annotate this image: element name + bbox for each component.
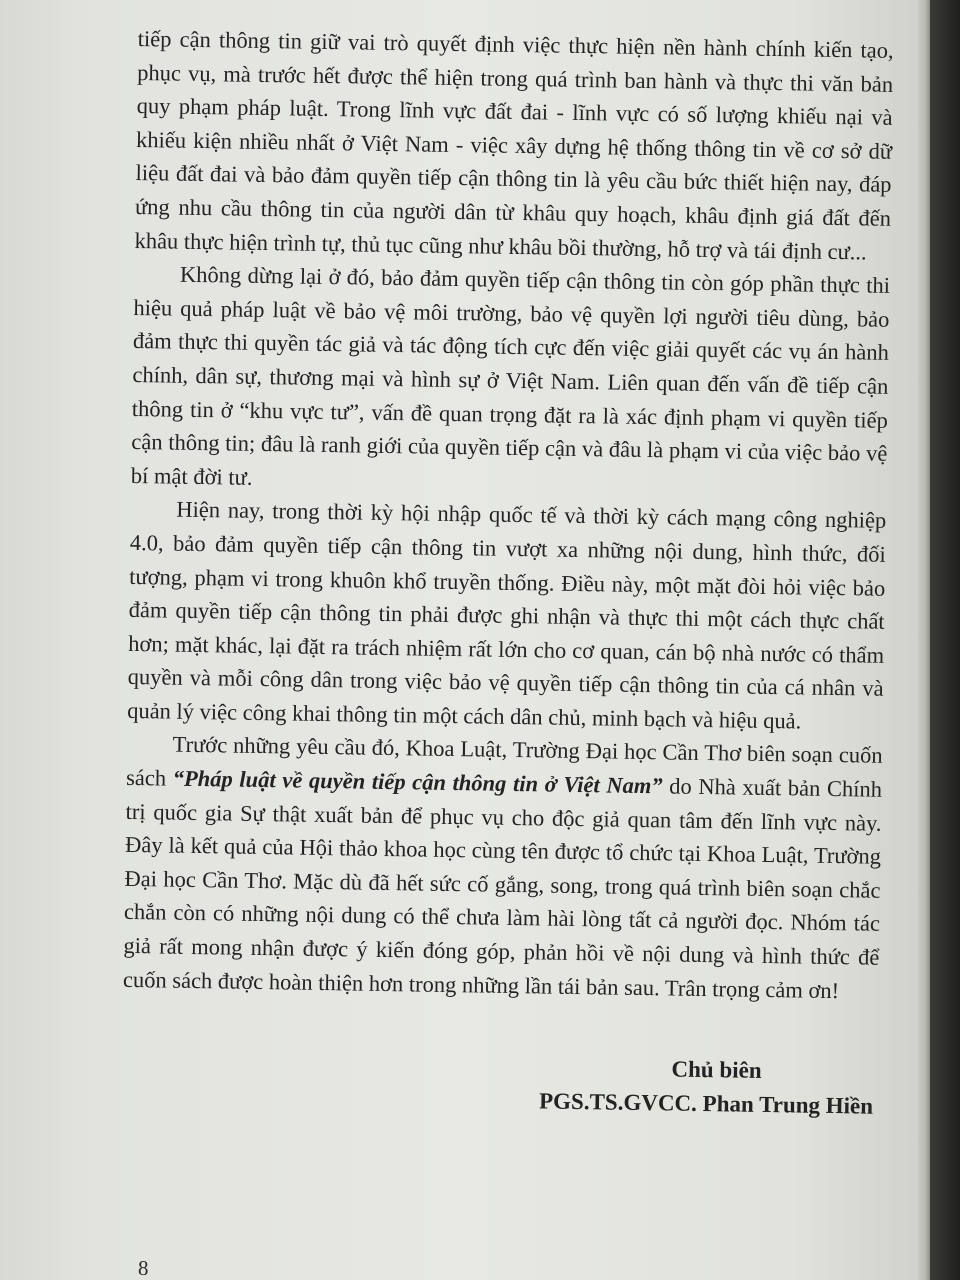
paragraph-2: Không dừng lại ở đó, bảo đảm quyền tiếp cận thông tin còn góp phần thực thi hiệu quả pháp luật về bảo vệ môi trường, bảo vệ quyền lợi người tiêu dùng, bảo đảm thực thi quyền tác giả và tác động tích cực đến việc giải quyết các vụ án hành chính, dân sự, thương mại và hình sự ở Việt Nam. Liên quan đến vấn đề tiếp cận thông tin ở “khu vực tư”, vấn đề quan trọng đặt ra là xác định phạm vi quyền tiếp cận thông tin; đâu là ranh giới của quyền tiếp cận và đâu là phạm vi của việc bảo vệ bí mật đời tư. — [130, 261, 891, 490]
paragraph-4 — [123, 727, 883, 1008]
book-title: “Pháp luật về quyền tiếp cận thông tin ở Việt Nam” — [172, 765, 663, 799]
paragraph-1: tiếp cận thông tin giữ vai trò quyết định việc thực hiện nền hành chính kiến tạo, phục vụ, mà trước hết được thể hiện trong quá trình ban hành và thực thi văn bản quy phạm pháp luật. Trong lĩnh vực đất đai - lĩnh vực có số lượng khiếu nại và khiếu kiện nhiều nhất ở Việt Nam - việc xây dựng hệ thống thông tin về cơ sở dữ liệu đất đai và bảo đảm quyền tiếp cận thông tin là yêu cầu bức thiết hiện nay, đáp ứng nhu cầu thông tin của người dân từ khâu quy hoạch, khâu định giá đất đến khâu thực hiện trình tự, thủ tục cũng như khâu bồi thường, hỗ trợ và tái định cư... — [134, 25, 894, 265]
signature-block — [121, 1044, 878, 1124]
body-text — [121, 22, 894, 1124]
signature-title: Chủ biên — [671, 1056, 762, 1084]
background-surface — [930, 0, 960, 1280]
page-edge — [918, 0, 930, 1280]
paragraph-4-intro: Trước những yêu cầu đó, Khoa Luật, Trường Đại học Cần Thơ biên soạn cuốn sách — [125, 732, 883, 791]
page-number: 8 — [137, 1255, 149, 1280]
paragraph-4-rest: do Nhà xuất bản Chính trị quốc gia Sự thật xuất bản để phục vụ cho độc giả quan tâm đến lĩnh vực này. Đây là kết quả của Hội thảo khoa học cùng tên được tổ chức tại Khoa Luật, Trường Đại học Cần Thơ. Mặc dù đã hết sức cố gắng, song, trong quá trình biên soạn chắc chắn còn có những nội dung có thể chưa làm hài lòng tất cả người đọc. Nhóm tác giả rất mong nhận được ý kiến đóng góp, phản hồi về nội dung và hình thức để cuốn sách được hoàn thiện hơn trong những lần tái bản sau. Trân trọng cảm ơn! — [122, 773, 883, 1003]
paragraph-3: Hiện nay, trong thời kỳ hội nhập quốc tế và thời kỳ cách mạng công nghiệp 4.0, bảo đảm quyền tiếp cận thông tin vượt xa những nội dung, hình thức, đối tượng, phạm vi trong khuôn khổ truyền thống. Điều này, một mặt đòi hỏi việc bảo đảm quyền tiếp cận thông tin phải được ghi nhận và thực thi một cách thực chất hơn; mặt khác, lại đặt ra trách nhiệm rất lớn cho cơ quan, cán bộ nhà nước có thẩm quyền và mỗi công dân trong việc bảo vệ quyền tiếp cận thông tin của cá nhân và quản lý việc công khai thông tin một cách dân chủ, minh bạch và hiệu quả. — [126, 496, 887, 734]
signature-name: PGS.TS.GVCC. Phan Trung Hiền — [538, 1088, 874, 1119]
